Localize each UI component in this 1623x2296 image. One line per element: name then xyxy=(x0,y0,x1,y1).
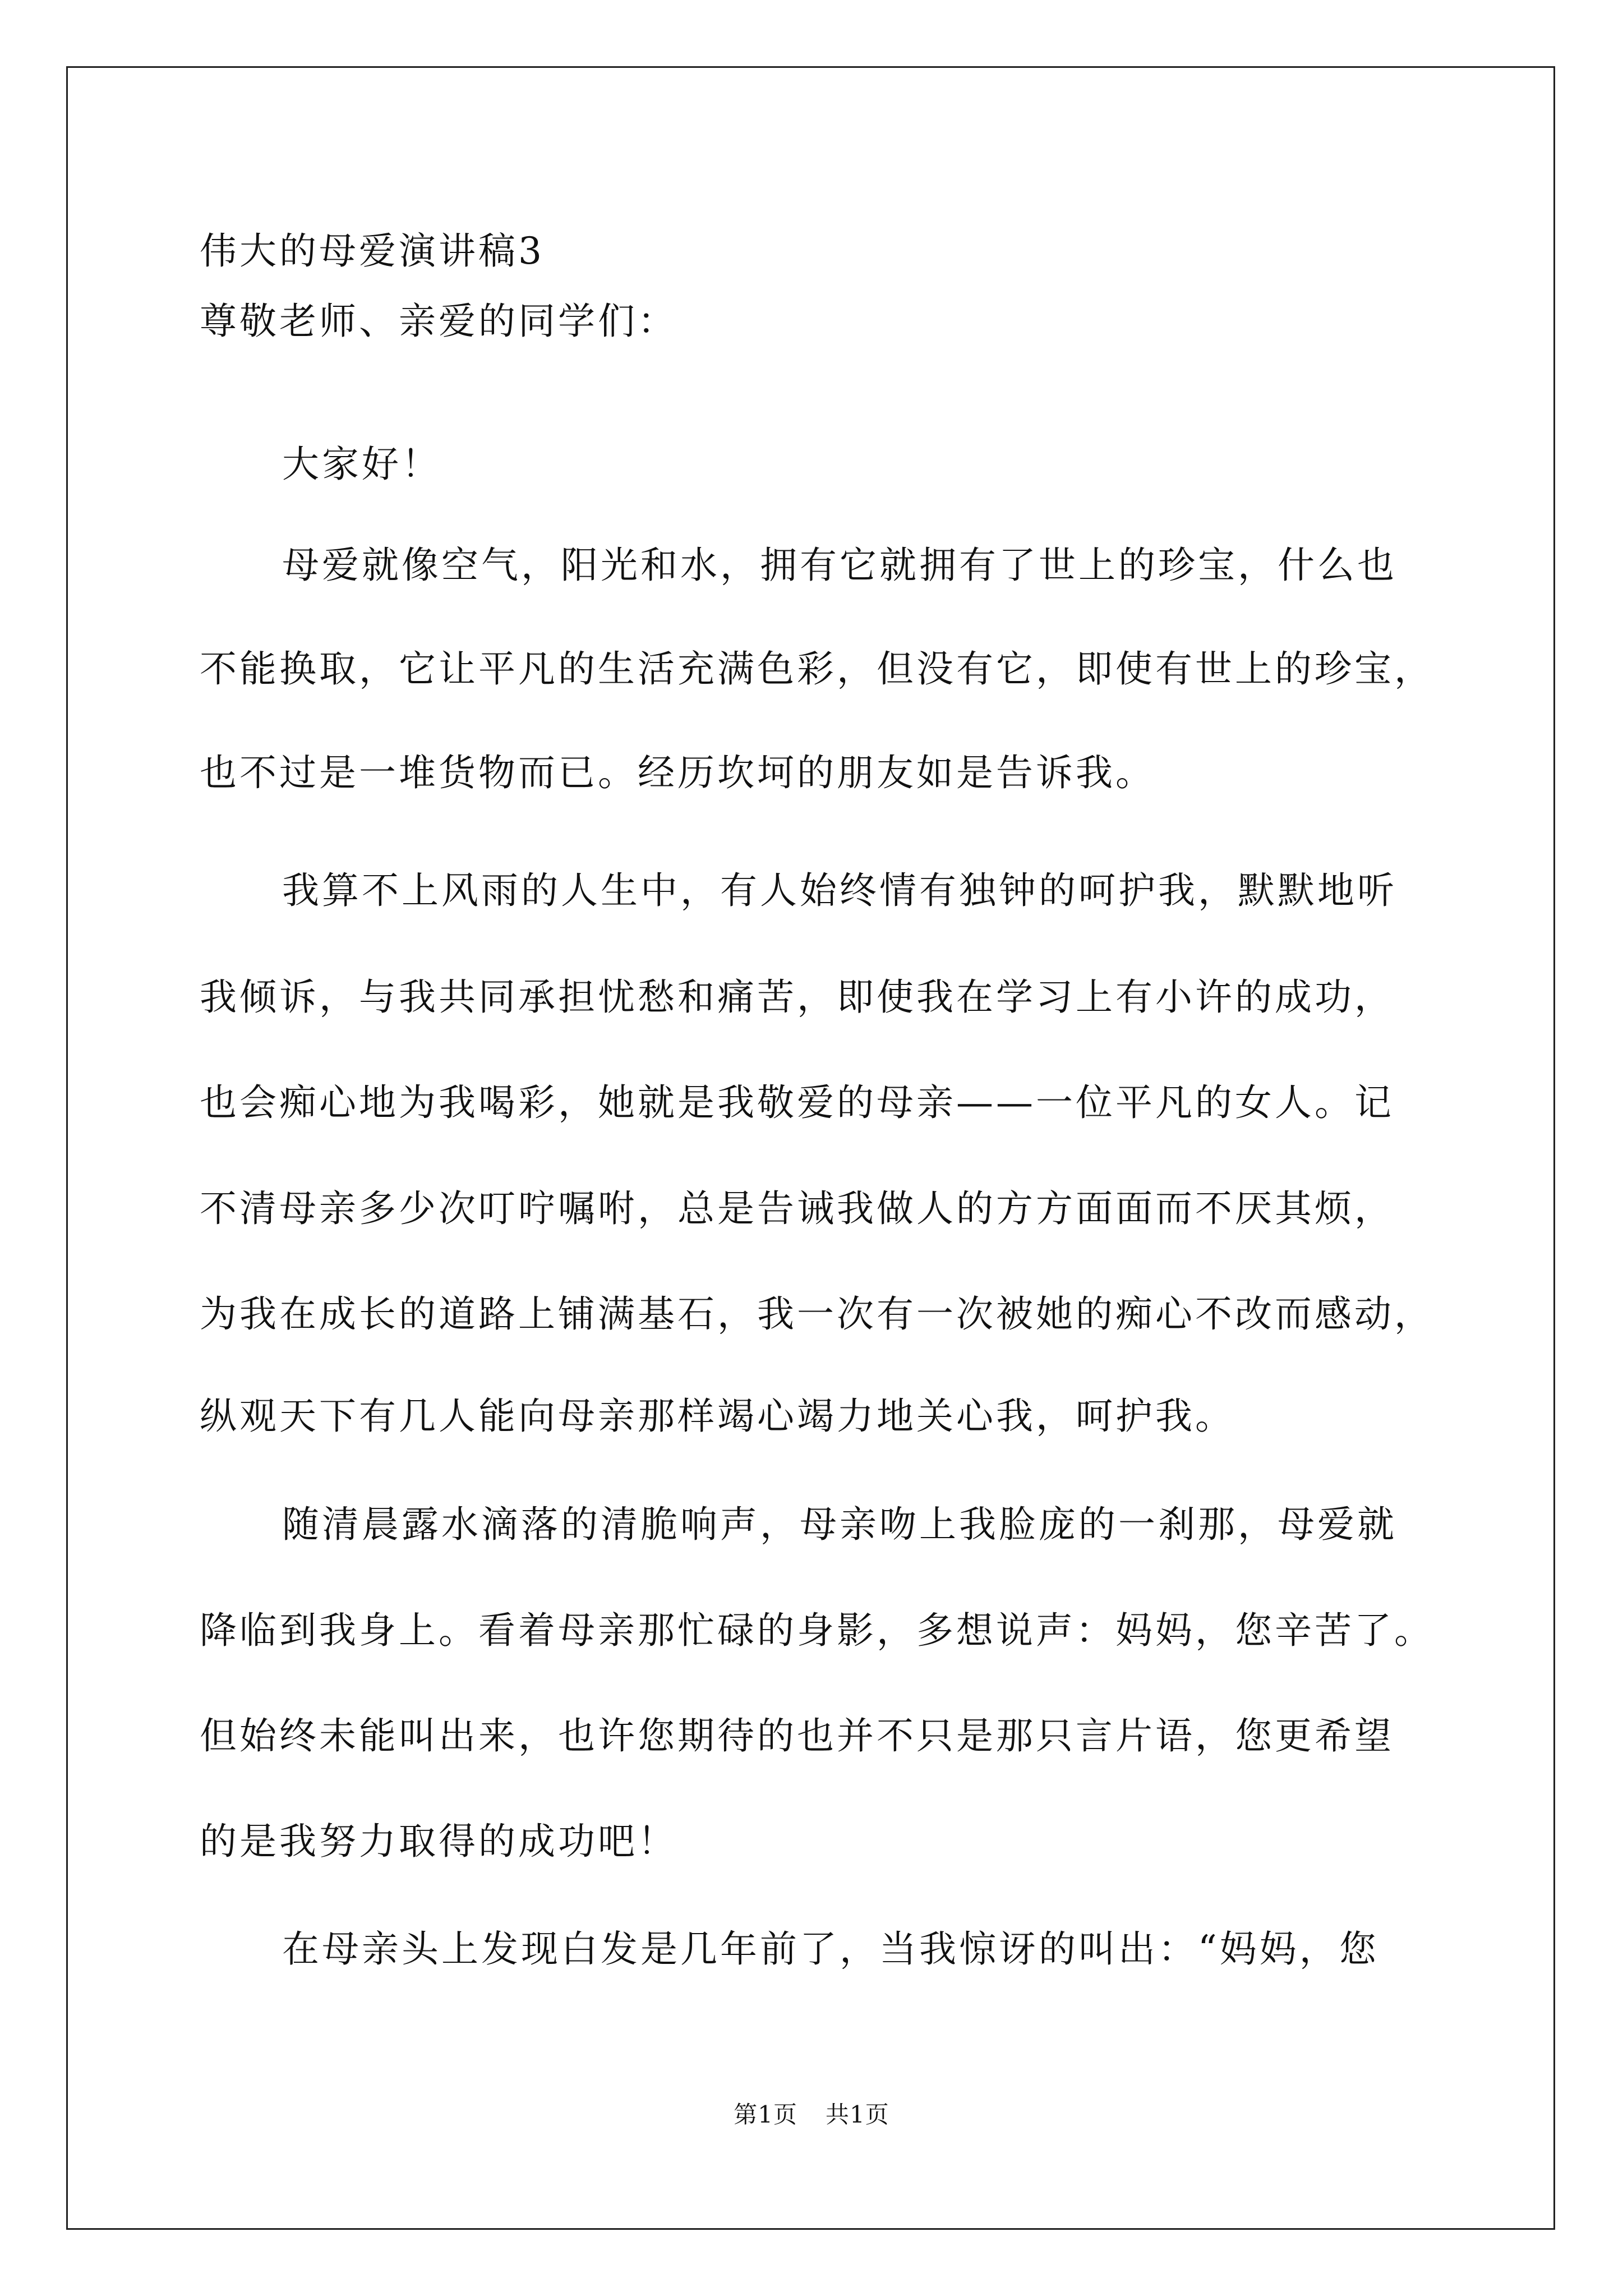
page-number: 第1页 xyxy=(734,2101,797,2128)
paragraph-line: 在母亲头上发现白发是几年前了，当我惊讶的叫出：“妈妈，您 xyxy=(282,1927,1379,1971)
paragraph-line: 降临到我身上。看着母亲那忙碌的身影，多想说声：妈妈，您辛苦了。 xyxy=(200,1609,1434,1652)
page-footer xyxy=(0,2101,1623,2129)
page-frame xyxy=(66,66,1555,2230)
paragraph-line: 我倾诉，与我共同承担忧愁和痛苦，即使我在学习上有小许的成功， xyxy=(200,976,1394,1019)
paragraph-line: 我算不上风雨的人生中，有人始终情有独钟的呵护我，默默地听 xyxy=(282,869,1397,912)
page-total: 共1页 xyxy=(826,2101,889,2128)
paragraph-line: 的是我努力取得的成功吧！ xyxy=(200,1820,677,1863)
greeting-line: 大家好！ xyxy=(282,443,441,486)
paragraph-line: 也会痴心地为我喝彩，她就是我敬爱的母亲——一位平凡的女人。记 xyxy=(200,1081,1394,1124)
paragraph-line: 不清母亲多少次叮咛嘱咐，总是告诫我做人的方方面面而不厌其烦， xyxy=(200,1187,1394,1230)
document-title: 伟大的母爱演讲稿3 xyxy=(200,229,545,273)
salutation: 尊敬老师、亲爱的同学们： xyxy=(200,300,677,343)
paragraph-line: 随清晨露水滴落的清脆响声，母亲吻上我脸庞的一刹那，母爱就 xyxy=(282,1503,1397,1546)
paragraph-line: 也不过是一堆货物而已。经历坎坷的朋友如是告诉我。 xyxy=(200,751,1155,794)
paragraph-line: 为我在成长的道路上铺满基石，我一次有一次被她的痴心不改而感动， xyxy=(200,1292,1434,1336)
paragraph-line: 不能换取，它让平凡的生活充满色彩，但没有它，即使有世上的珍宝， xyxy=(200,647,1434,691)
paragraph-line: 纵观天下有几人能向母亲那样竭心竭力地关心我，呵护我。 xyxy=(200,1395,1235,1438)
paragraph-line: 但始终未能叫出来，也许您期待的也并不只是那只言片语，您更希望 xyxy=(200,1714,1394,1757)
paragraph-line: 母爱就像空气，阳光和水，拥有它就拥有了世上的珍宝，什么也 xyxy=(282,544,1397,587)
